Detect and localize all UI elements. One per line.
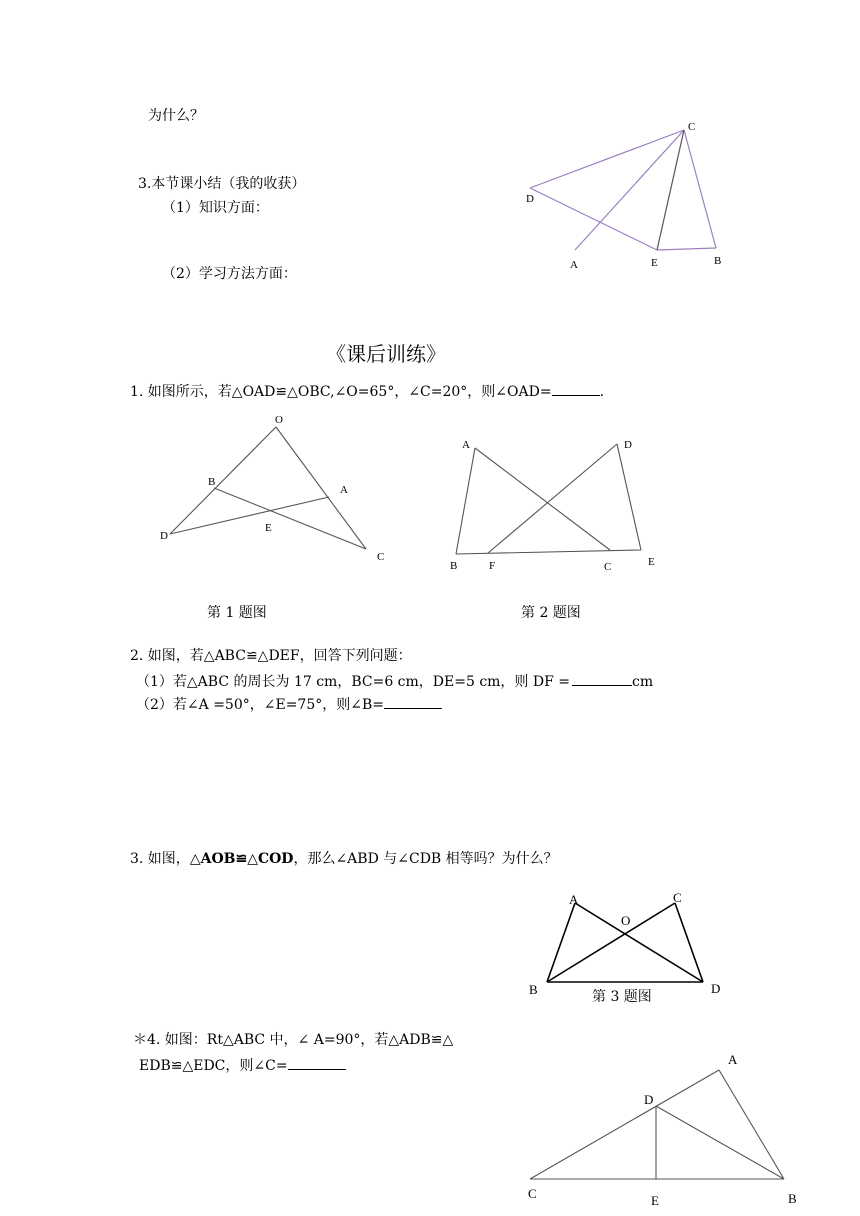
label-a: A <box>570 259 578 271</box>
segment-be <box>456 550 641 554</box>
caption-figure-3: 第 3 题图 <box>592 989 652 1005</box>
segment-ab <box>547 903 575 982</box>
why-line: 为什么？ <box>148 108 204 124</box>
segment-ca <box>530 1070 719 1179</box>
segment-ac <box>475 448 610 550</box>
label-a: A <box>569 892 579 907</box>
question-3-pre: 3. 如图， <box>130 851 190 867</box>
label-c: C <box>604 561 612 573</box>
question-1 <box>130 381 604 401</box>
label-d: D <box>644 1092 654 1107</box>
label-b: B <box>208 476 216 488</box>
segment-eb <box>657 248 716 250</box>
question-1-text: 1. 如图所示，若△OAD≌△OBC,∠O=65°，∠C=20°，则∠OAD= <box>130 384 552 400</box>
segment-ab <box>456 448 475 554</box>
top-triangle-figure <box>520 118 730 273</box>
label-e: E <box>265 522 272 534</box>
question-1-end: . <box>599 384 605 400</box>
summary-title: 3.本节课小结（我的收获） <box>138 176 306 192</box>
label-f: F <box>489 560 496 572</box>
question-2-part-2-text: （2）若∠A =50°，∠E=75°，则∠B= <box>136 697 384 713</box>
segment-db <box>656 1106 784 1179</box>
segment-bc <box>684 130 716 248</box>
label-c: C <box>688 121 696 133</box>
caption-figure-1: 第 1 题图 <box>207 605 267 621</box>
label-d: D <box>624 439 632 451</box>
segment-od <box>170 427 276 534</box>
segment-ac <box>575 130 684 250</box>
question-3-bold: △AOB≌△COD <box>189 851 294 867</box>
summary-knowledge: （1）知识方面： <box>162 200 269 216</box>
label-b: B <box>529 982 538 997</box>
label-d: D <box>160 530 168 542</box>
answer-blank-2-2[interactable] <box>384 694 442 709</box>
caption-figure-2: 第 2 题图 <box>521 605 581 621</box>
question-4-line-2-text: EDB≌△EDC，则∠C= <box>139 1058 288 1074</box>
question-2-part-1 <box>136 671 653 691</box>
segment-de <box>617 444 641 550</box>
label-b: B <box>714 255 722 267</box>
question-3 <box>130 850 558 868</box>
label-e: E <box>651 1193 659 1208</box>
question-2-part-1-text: （1）若△ABC 的周长为 17 cm，BC=6 cm，DE=5 cm，则 DF = <box>136 674 571 690</box>
summary-method: （2）学习方法方面： <box>162 266 297 282</box>
question-4-line-2 <box>139 1055 346 1075</box>
segment-ab <box>719 1070 784 1179</box>
label-c: C <box>673 890 682 905</box>
label-a: A <box>340 484 348 496</box>
label-d: D <box>711 981 721 996</box>
figure-1 <box>155 410 395 570</box>
label-c: C <box>528 1186 537 1201</box>
label-e: E <box>648 556 655 568</box>
segment-ad <box>575 903 703 982</box>
answer-blank-4[interactable] <box>288 1055 346 1070</box>
question-2-part-2 <box>136 694 442 714</box>
label-o: O <box>275 414 283 426</box>
label-o: O <box>621 913 631 928</box>
answer-blank-1[interactable] <box>552 381 600 396</box>
figure-2 <box>445 432 665 577</box>
question-4-line-1: ＊4. 如图：Rt△ABC 中，∠ A=90°，若△ADB≌△ <box>133 1032 454 1048</box>
label-c: C <box>377 551 385 563</box>
section-title: 《课后训练》 <box>326 342 446 366</box>
segment-ec <box>657 130 684 250</box>
question-2-part-1-unit: cm <box>632 674 654 690</box>
label-b: B <box>788 1191 797 1206</box>
figure-4 <box>520 1045 810 1215</box>
segment-df <box>488 444 617 553</box>
label-d: D <box>526 193 534 205</box>
label-e: E <box>651 257 658 269</box>
label-a: A <box>728 1052 738 1067</box>
question-3-post: ，那么∠ABD 与∠CDB 相等吗？为什么？ <box>293 851 558 867</box>
label-b: B <box>450 560 458 572</box>
segment-cd <box>675 903 703 982</box>
label-a: A <box>462 439 470 451</box>
segment-dc <box>530 130 684 188</box>
segment-de <box>530 188 657 250</box>
segment-cb <box>547 903 675 982</box>
answer-blank-2-1[interactable] <box>572 671 632 686</box>
question-2: 2. 如图，若△ABC≌△DEF，回答下列问题： <box>130 648 412 664</box>
